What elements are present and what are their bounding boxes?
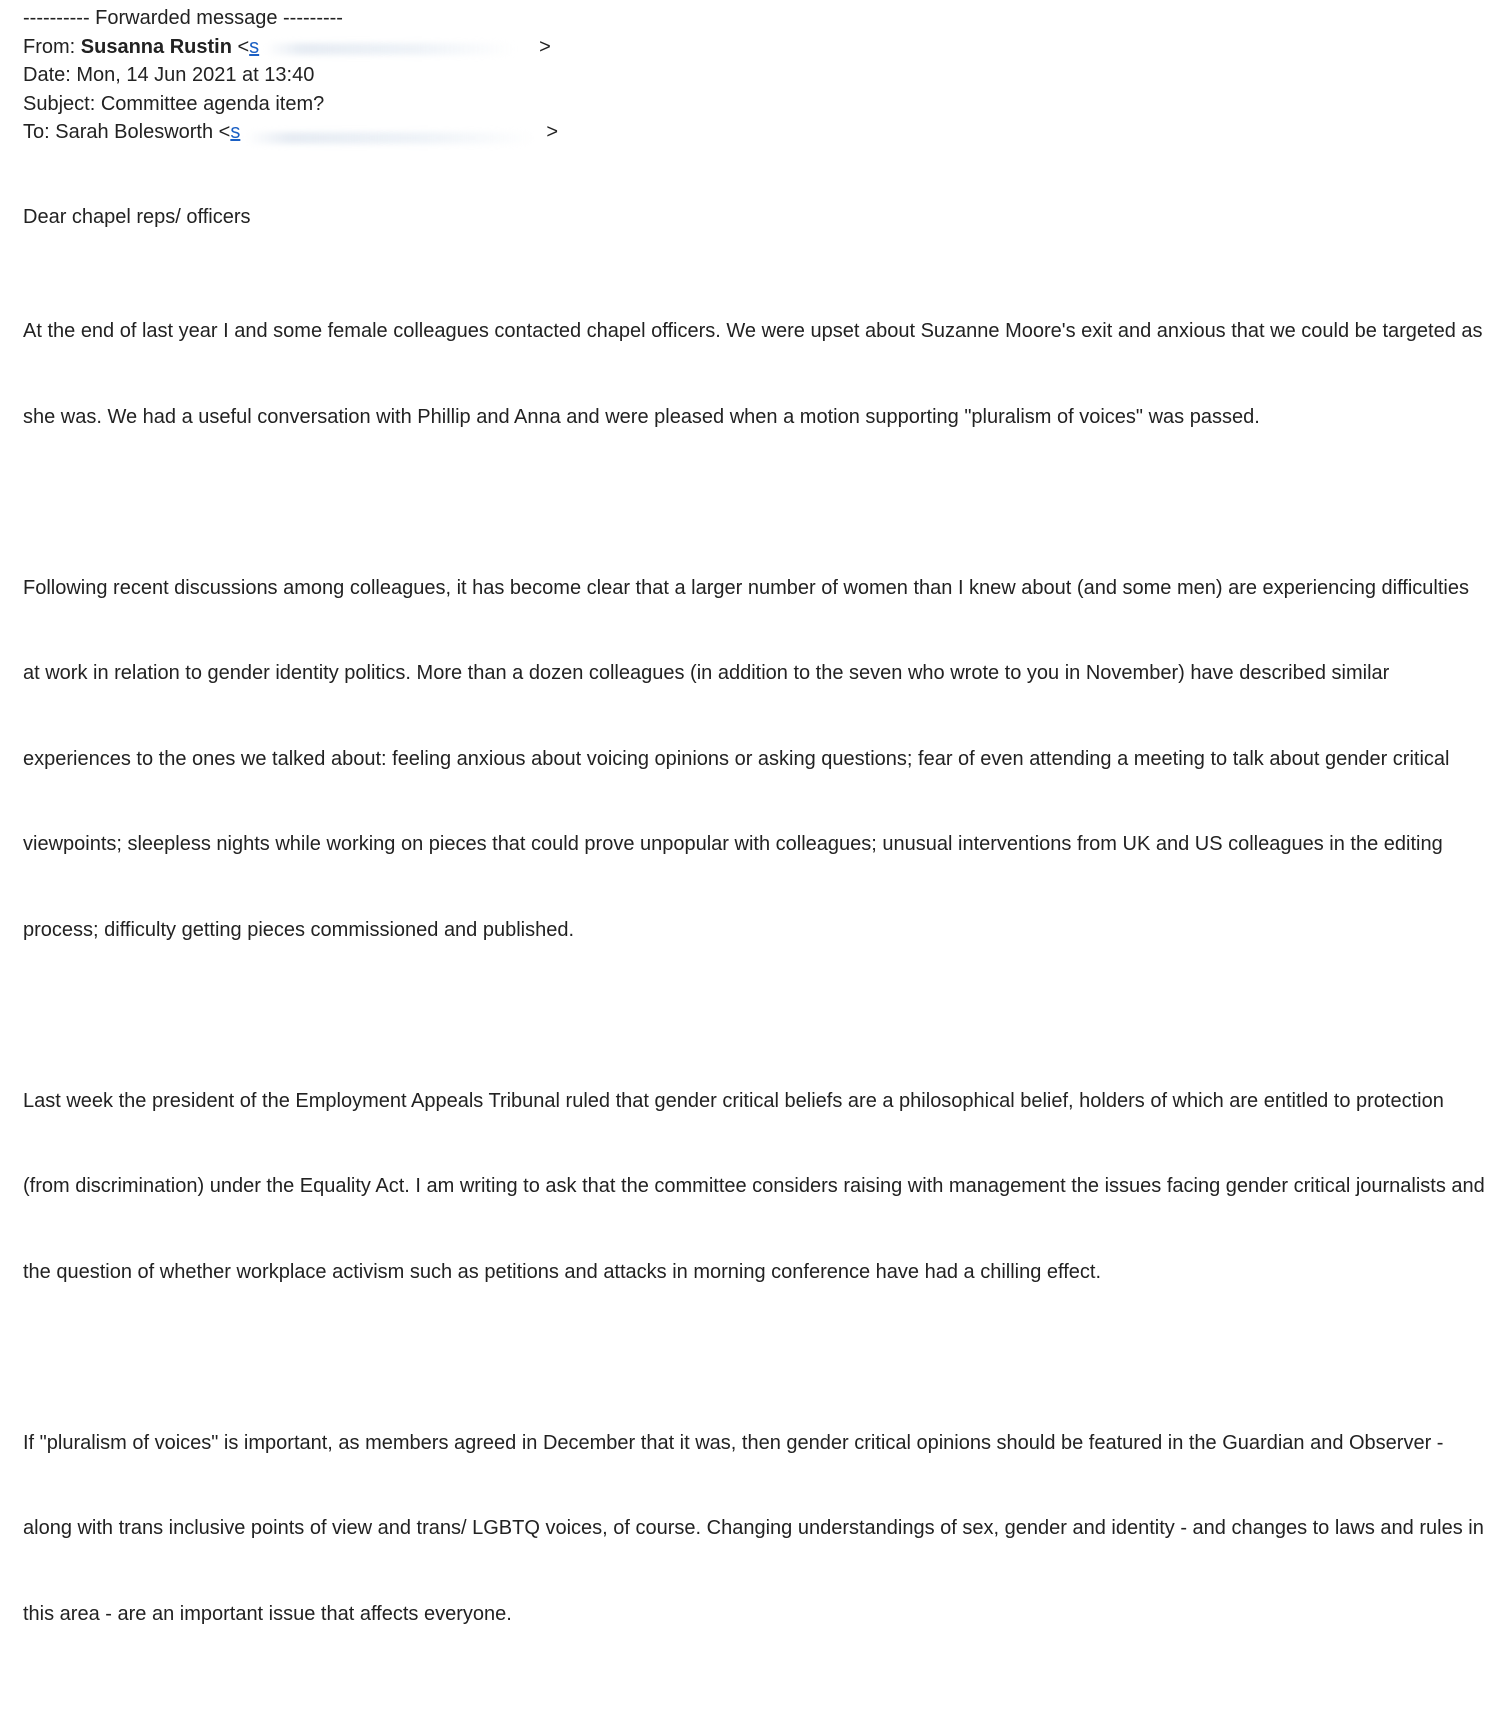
from-label: From: (23, 35, 81, 58)
from-line (23, 33, 1453, 62)
paragraph-line: process; difficulty getting pieces commissioned and published. (23, 918, 575, 941)
paragraph-line: this area - are an important issue that affects everyone. (23, 1602, 512, 1625)
to-line (23, 118, 1453, 147)
to-email-link[interactable]: s (230, 121, 241, 143)
greeting: Dear chapel reps/ officers (23, 206, 251, 228)
paragraph-1 (23, 260, 1483, 488)
forwarded-line: ---------- Forwarded message --------- (23, 7, 343, 29)
email-header (23, 4, 1453, 147)
subject-line: Subject: Committee agenda item? (23, 92, 325, 115)
redacted-to-email (240, 118, 546, 146)
from-close-bracket: > (539, 35, 551, 58)
paragraph-line: experiences to the ones we talked about: feeling anxious about voicing opinions or asking questions; fear of even attending a meeting to talk about gender critical (23, 747, 1450, 770)
paragraph-2 (23, 517, 1469, 1002)
paragraph-3 (23, 1030, 1485, 1344)
to-close-bracket: > (546, 121, 559, 143)
redacted-from-email (259, 33, 539, 61)
paragraph-line: viewpoints; sleepless nights while working on pieces that could prove unpopular with colleagues; unusual interventions from UK and US colleagues in the editing (23, 833, 1443, 855)
from-open-bracket: < (231, 35, 250, 58)
to-label: To: Sarah Bolesworth < (23, 121, 231, 143)
from-email-link[interactable]: s (249, 35, 260, 58)
paragraph-line: along with trans inclusive points of view and trans/ LGBTQ voices, of course. Changing understandings of sex, gender and identity - and changes to laws and rules in (23, 1517, 1484, 1539)
email-body (23, 203, 1485, 1714)
paragraph-line: At the end of last year I and some female colleagues contacted chapel officers. We were upset about Suzanne Moore's exit and anxious that we could be targeted as (23, 320, 1483, 342)
from-name: Susanna Rustin (80, 35, 232, 58)
date-line: Date: Mon, 14 Jun 2021 at 13:40 (23, 64, 315, 86)
paragraph-line: (from discrimination) under the Equality Act. I am writing to ask that the committee considers raising with management the issues facing gender critical journalists and (23, 1175, 1485, 1197)
paragraph-line: the question of whether workplace activism such as petitions and attacks in morning conference have had a chilling effect. (23, 1260, 1102, 1283)
paragraph-line: at work in relation to gender identity politics. More than a dozen colleagues (in addition to the seven who wrote to you in November) have described similar (23, 662, 1390, 684)
paragraph-4 (23, 1372, 1484, 1686)
paragraph-line: Following recent discussions among colleagues, it has become clear that a larger number of women than I knew about (and some men) are experiencing difficulties (23, 576, 1469, 599)
paragraph-line: If "pluralism of voices" is important, as members agreed in December that it was, then gender critical opinions should be featured in the Guardian and Observer - (23, 1431, 1444, 1454)
paragraph-line: Last week the president of the Employment Appeals Tribunal ruled that gender critical beliefs are a philosophical belief, holders of which are entitled to protection (23, 1089, 1444, 1112)
paragraph-line: she was. We had a useful conversation with Phillip and Anna and were pleased when a motion supporting "pluralism of voices" was passed. (23, 405, 1260, 428)
